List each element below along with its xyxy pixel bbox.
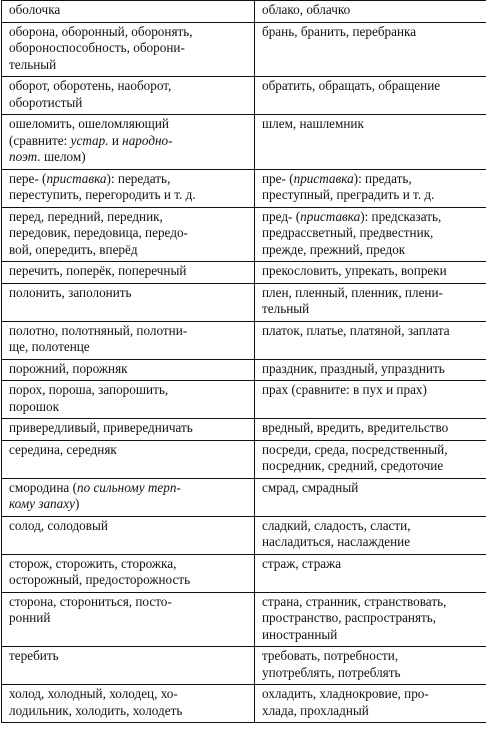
text-run: облако, облачко [262,2,351,17]
cell-line [9,610,250,627]
text-run: ще, полотенце [9,339,90,354]
cell-line [9,382,250,399]
church-slavonic-cell [255,321,486,359]
text-run: пред- ( [262,208,301,224]
text-run: обороноспособность, оборони- [9,40,185,55]
text-run: порошок [9,398,59,414]
church-slavonic-cell [255,478,486,516]
table-body [2,1,486,723]
church-slavonic-cell [255,419,486,441]
russian-word-cell [2,359,255,381]
russian-word-cell [2,685,255,723]
text-run: предрассветный, предвестник, [262,225,434,240]
text-run: ): предсказать, [360,208,442,224]
cell-line [262,686,486,703]
cell-line [262,361,486,378]
text-run: ): предать, [353,170,412,186]
church-slavonic-cell [255,1,486,23]
text-run: оборот, оборотень, наоборот, [9,78,172,93]
church-slavonic-cell [255,554,486,592]
table-row [2,478,486,516]
cell-line [262,24,486,41]
text-run: осторожный, предосторожность [9,572,191,587]
cell-line [262,627,486,644]
cell-line [262,301,486,318]
cell-line [9,149,250,166]
russian-word-cell [2,207,255,262]
church-slavonic-cell [255,22,486,77]
cell-line [9,187,250,204]
cell-line [9,2,250,19]
cell-line [9,225,250,242]
text-run: передовик, передовица, передо- [9,225,188,240]
text-run: оборона, оборонный, оборонять, [9,23,193,39]
italic-note: по сильному терп- [76,479,181,495]
table-row [2,647,486,685]
cell-line [262,648,486,665]
text-run: оборотистый [9,94,83,110]
text-run: платок, платье, платяной, заплата [262,322,450,338]
cell-line [262,78,486,95]
cell-line [9,420,250,437]
cell-line [262,171,486,188]
text-run: привередливый, привередничать [9,420,193,435]
italic-note: приставка [300,208,361,224]
text-run: прекословить, упрекать, вопреки [262,263,447,278]
text-run: преступный, преградить и т. д. [262,187,435,202]
text-run: тельный [9,56,57,72]
cell-line [9,116,250,133]
text-run: холод, холодный, холодец, хо- [9,686,178,701]
italic-note: поэт. [9,149,41,164]
text-run: брань, бранить, перебранка [262,23,417,39]
text-run: иностранный [262,626,338,642]
text-run: порожний, порожняк [9,360,128,376]
text-run: шлем, нашлемник [262,116,364,131]
cell-line [262,458,486,475]
church-slavonic-cell [255,516,486,554]
text-run: сладкий, сладость, сласти, [262,517,411,533]
cell-line [9,209,250,226]
cell-line [9,556,250,573]
text-run: лодильник, холодить, холодеть [9,702,183,718]
russian-word-cell [2,22,255,77]
text-run: полотно, полотняный, полотни- [9,322,188,338]
text-run: и [108,132,123,148]
cell-line [9,686,250,703]
table-row [2,516,486,554]
cell-line [262,556,486,573]
russian-word-cell [2,283,255,321]
text-run: смрад, смрадный [262,479,359,495]
cell-line [9,263,250,280]
table-row [2,283,486,321]
text-run: праздник, праздный, упразднить [262,360,445,376]
text-run: насладиться, наслаждение [262,534,411,549]
cell-line [262,242,486,259]
text-run: обратить, обращать, обращение [262,78,441,93]
cell-line [262,518,486,535]
cell-line [9,323,250,340]
church-slavonic-cell [255,77,486,115]
cell-line [9,339,250,356]
church-slavonic-cell [255,283,486,321]
table-row [2,440,486,478]
russian-word-cell [2,262,255,284]
table-row [2,262,486,284]
cell-line [262,285,486,302]
russian-word-cell [2,647,255,685]
cell-line [262,382,486,399]
text-run: середина, середняк [9,441,117,457]
cell-line [9,133,250,150]
russian-word-cell [2,381,255,419]
table-row [2,321,486,359]
text-run: переступить, перегородить и т. д. [9,187,196,202]
text-run: полонить, заполонить [9,284,132,300]
italic-note: устар. [70,132,109,148]
table-row [2,207,486,262]
text-run: ронний [9,610,51,625]
text-run: вой, опередить, вперёд [9,241,138,257]
cell-line [9,57,250,74]
cell-line [9,572,250,589]
text-run: охладить, хладнокровие, про- [262,686,429,701]
text-run: употреблять, потреблять [262,664,401,680]
text-run: тельный [262,301,310,316]
table-row [2,1,486,23]
cell-line [9,361,250,378]
table-row [2,359,486,381]
text-run: сторож, сторожить, сторожка, [9,555,177,571]
italic-note: кому запаху [9,496,75,511]
cell-line [262,534,486,551]
church-slavonic-cell [255,359,486,381]
text-run: (сравните: [9,132,71,148]
text-run: солод, солодовый [9,517,108,533]
russian-word-cell [2,592,255,647]
cell-line [262,263,486,280]
cell-line [9,242,250,259]
cell-line [262,703,486,720]
church-slavonic-cell [255,381,486,419]
cell-line [9,518,250,535]
etymology-table [1,0,486,723]
cell-line [9,171,250,188]
text-run: перед, передний, передник, [9,208,163,224]
russian-word-cell [2,516,255,554]
text-run: сторона, сторониться, посто- [9,593,172,609]
table-row [2,381,486,419]
cell-line [262,209,486,226]
text-run: пространство, распространять, [262,610,437,625]
cell-line [9,496,250,513]
cell-line [9,399,250,416]
russian-word-cell [2,169,255,207]
table-row [2,592,486,647]
text-run: посредник, средний, средоточие [262,458,444,473]
russian-word-cell [2,419,255,441]
text-run: вредный, вредить, вредительство [262,420,449,435]
text-run: прах (сравните: в пух и прах) [262,382,427,397]
cell-line [262,442,486,459]
text-run: перечить, поперёк, поперечный [9,263,187,278]
russian-word-cell [2,1,255,23]
church-slavonic-cell [255,685,486,723]
text-run: страж, стража [262,555,342,571]
text-run: страна, странник, странствовать, [262,593,447,609]
text-run: хлада, прохладный [262,702,369,718]
church-slavonic-cell [255,169,486,207]
church-slavonic-cell [255,647,486,685]
text-run: пере- ( [9,170,47,186]
table-row [2,77,486,115]
cell-line [9,648,250,665]
cell-line [262,420,486,437]
text-run: ): передать, [106,170,171,186]
russian-word-cell [2,77,255,115]
cell-line [9,95,250,112]
cell-line [262,665,486,682]
church-slavonic-cell [255,440,486,478]
text-run: оболочка [9,2,61,17]
text-run: теребить [9,648,59,663]
cell-line [9,285,250,302]
church-slavonic-cell [255,207,486,262]
cell-line [9,24,250,41]
russian-word-cell [2,478,255,516]
cell-line [9,40,250,57]
italic-note: приставка [293,170,354,186]
cell-line [262,610,486,627]
cell-line [9,703,250,720]
cell-line [262,594,486,611]
church-slavonic-cell [255,592,486,647]
text-run: порох, пороша, запорошить, [9,382,169,397]
cell-line [262,187,486,204]
cell-line [262,116,486,133]
table-row [2,685,486,723]
russian-word-cell [2,321,255,359]
italic-note: народно- [122,132,173,148]
table-row [2,115,486,170]
text-run: пре- ( [262,170,294,186]
church-slavonic-cell [255,115,486,170]
table-row [2,419,486,441]
text-run: ошеломить, ошеломляющий [9,116,169,131]
russian-word-cell [2,115,255,170]
cell-line [262,2,486,19]
italic-note: приставка [46,170,107,186]
russian-word-cell [2,554,255,592]
table-row [2,554,486,592]
cell-line [9,78,250,95]
text-run: ) [74,496,80,511]
church-slavonic-cell [255,262,486,284]
cell-line [9,480,250,497]
russian-word-cell [2,440,255,478]
cell-line [262,225,486,242]
text-run: шелом) [40,149,86,164]
cell-line [9,442,250,459]
text-run: посреди, среда, посредственный, [262,441,448,457]
cell-line [262,480,486,497]
text-run: требовать, потребности, [262,648,399,663]
text-run: прежде, прежний, предок [262,241,406,257]
text-run: плен, пленный, пленник, плени- [262,284,443,300]
text-run: смородина ( [9,479,77,495]
table-row [2,22,486,77]
cell-line [9,594,250,611]
cell-line [262,323,486,340]
table-row [2,169,486,207]
